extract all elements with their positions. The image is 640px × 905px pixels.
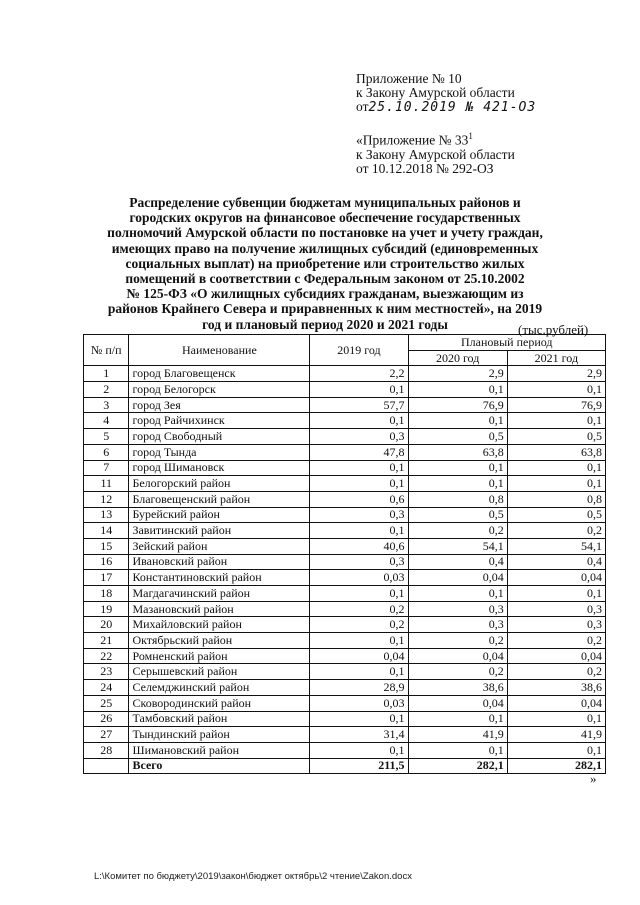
document-title <box>80 195 570 332</box>
total-label: Всего <box>129 758 310 774</box>
title-line: городских округов на финансовое обеспечение государственных <box>129 210 521 226</box>
row-2020: 0,1 <box>408 460 507 476</box>
row-2021: 0,1 <box>507 711 605 727</box>
row-name: город Зея <box>129 397 310 413</box>
row-2021: 0,1 <box>507 742 605 758</box>
title-line: год и плановый период 2020 и 2021 годы <box>202 316 448 332</box>
row-2020: 0,5 <box>408 429 507 445</box>
row-2021: 0,04 <box>507 648 605 664</box>
row-2020: 0,3 <box>408 601 507 617</box>
table-row <box>84 742 606 758</box>
row-number: 13 <box>84 507 129 523</box>
row-number: 15 <box>84 538 129 554</box>
date-prefix: от <box>356 99 369 114</box>
row-name: Благовещенский район <box>129 491 310 507</box>
row-2020: 41,9 <box>408 727 507 743</box>
row-2019: 0,2 <box>310 617 408 633</box>
row-2019: 0,1 <box>310 476 408 492</box>
row-number: 16 <box>84 554 129 570</box>
table-row <box>84 617 606 633</box>
title-line: имеющих право на получение жилищных субсидий (единовременных <box>111 240 539 256</box>
table-total-row <box>84 758 606 774</box>
row-name: город Белогорск <box>129 382 310 398</box>
row-2019: 0,03 <box>310 695 408 711</box>
row-2021: 0,2 <box>507 523 605 539</box>
table-row <box>84 586 606 602</box>
row-name: Ромненский район <box>129 648 310 664</box>
table-row <box>84 429 606 445</box>
row-name: Тындинский район <box>129 727 310 743</box>
row-2020: 2,9 <box>408 366 507 382</box>
row-2020: 0,4 <box>408 554 507 570</box>
row-2019: 0,2 <box>310 601 408 617</box>
row-2019: 0,3 <box>310 554 408 570</box>
row-number: 17 <box>84 570 129 586</box>
row-name: город Благовещенск <box>129 366 310 382</box>
row-2019: 0,1 <box>310 586 408 602</box>
row-name: Завитинский район <box>129 523 310 539</box>
row-number: 7 <box>84 460 129 476</box>
row-number: 4 <box>84 413 129 429</box>
row-2021: 38,6 <box>507 680 605 696</box>
row-2020: 0,2 <box>408 664 507 680</box>
table-header-row <box>84 335 606 351</box>
row-name: Бурейский район <box>129 507 310 523</box>
row-name: Серышевский район <box>129 664 310 680</box>
row-2019: 0,03 <box>310 570 408 586</box>
previous-law-reference: к Закону Амурской области <box>356 146 515 162</box>
row-2021: 41,9 <box>507 727 605 743</box>
row-2020: 0,1 <box>408 711 507 727</box>
table-row <box>84 727 606 743</box>
row-2019: 2,2 <box>310 366 408 382</box>
row-name: Тамбовский район <box>129 711 310 727</box>
row-name: город Шимановск <box>129 460 310 476</box>
previous-appendix <box>356 129 536 148</box>
row-2019: 0,6 <box>310 491 408 507</box>
row-name: город Райчихинск <box>129 413 310 429</box>
header-2020: 2020 год <box>408 350 507 366</box>
table-row <box>84 664 606 680</box>
row-2021: 63,8 <box>507 444 605 460</box>
row-2021: 0,4 <box>507 554 605 570</box>
row-2019: 0,1 <box>310 633 408 649</box>
row-number: 24 <box>84 680 129 696</box>
row-2020: 0,1 <box>408 586 507 602</box>
row-2021: 0,3 <box>507 601 605 617</box>
handwritten-date-line <box>356 100 536 115</box>
table-row <box>84 491 606 507</box>
row-2021: 0,3 <box>507 617 605 633</box>
row-number: 11 <box>84 476 129 492</box>
row-number: 22 <box>84 648 129 664</box>
table-row <box>84 695 606 711</box>
row-number: 23 <box>84 664 129 680</box>
row-2020: 0,2 <box>408 633 507 649</box>
row-2019: 47,8 <box>310 444 408 460</box>
row-2020: 0,1 <box>408 413 507 429</box>
title-line: социальных выплат) на приобретение или строительство жилых <box>125 255 525 271</box>
row-2020: 38,6 <box>408 680 507 696</box>
table-row <box>84 538 606 554</box>
row-name: город Тында <box>129 444 310 460</box>
row-2021: 0,2 <box>507 633 605 649</box>
row-2020: 0,3 <box>408 617 507 633</box>
title-line: помещений в соответствии с Федеральным законом от 25.10.2002 <box>125 271 525 287</box>
row-2020: 76,9 <box>408 397 507 413</box>
total-2021: 282,1 <box>507 758 605 774</box>
row-name: Мазановский район <box>129 601 310 617</box>
previous-appendix-number: «Приложение № 33 <box>356 132 469 148</box>
law-reference: к Закону Амурской области <box>356 85 515 100</box>
header-number: № п/п <box>84 335 129 366</box>
appendix-header <box>356 72 536 176</box>
row-2019: 0,3 <box>310 429 408 445</box>
title-line: Распределение субвенции бюджетам муниципальных районов и <box>129 195 521 210</box>
total-number-empty <box>84 758 129 774</box>
table-row <box>84 507 606 523</box>
row-2021: 0,1 <box>507 460 605 476</box>
row-name: Магдагачинский район <box>129 586 310 602</box>
row-2020: 0,04 <box>408 648 507 664</box>
row-2019: 0,3 <box>310 507 408 523</box>
row-2020: 0,8 <box>408 491 507 507</box>
row-2020: 54,1 <box>408 538 507 554</box>
row-2021: 54,1 <box>507 538 605 554</box>
row-2019: 0,1 <box>310 382 408 398</box>
row-name: Белогорский район <box>129 476 310 492</box>
row-2021: 0,04 <box>507 570 605 586</box>
previous-appendix-superscript: 1 <box>468 131 473 141</box>
row-2019: 0,1 <box>310 523 408 539</box>
table-row <box>84 366 606 382</box>
row-2019: 0,1 <box>310 413 408 429</box>
row-number: 5 <box>84 429 129 445</box>
table-row <box>84 680 606 696</box>
row-2020: 0,2 <box>408 523 507 539</box>
row-2020: 0,1 <box>408 382 507 398</box>
title-line: районов Крайнего Севера и приравненных к ним местностей», на 2019 <box>107 301 543 317</box>
row-2021: 0,2 <box>507 664 605 680</box>
title-line: № 125-ФЗ «О жилищных субсидиях гражданам, выезжающим из <box>126 286 524 302</box>
header-2021: 2021 год <box>507 350 605 366</box>
row-number: 14 <box>84 523 129 539</box>
subsidy-table <box>83 334 606 774</box>
file-path-footer: L:\Комитет по бюджету\2019\закон\бюджет октябрь\2 чтение\Zakon.docx <box>94 871 412 882</box>
row-2020: 0,5 <box>408 507 507 523</box>
row-2020: 0,04 <box>408 695 507 711</box>
header-plan-period: Плановый период <box>408 335 605 351</box>
row-2020: 0,1 <box>408 476 507 492</box>
table-row <box>84 523 606 539</box>
table-row <box>84 382 606 398</box>
table-row <box>84 633 606 649</box>
row-name: Зейский район <box>129 538 310 554</box>
row-2019: 40,6 <box>310 538 408 554</box>
row-number: 25 <box>84 695 129 711</box>
handwritten-date: 25.10.2019 № 421-ОЗ <box>368 100 537 115</box>
row-2021: 0,1 <box>507 586 605 602</box>
row-2021: 2,9 <box>507 366 605 382</box>
previous-law-date: от 10.12.2018 № 292-ОЗ <box>356 160 494 176</box>
row-2021: 0,1 <box>507 382 605 398</box>
table-row <box>84 444 606 460</box>
row-name: Октябрьский район <box>129 633 310 649</box>
row-name: Селемджинский район <box>129 680 310 696</box>
row-2019: 0,1 <box>310 460 408 476</box>
row-2019: 28,9 <box>310 680 408 696</box>
row-number: 6 <box>84 444 129 460</box>
row-name: Михайловский район <box>129 617 310 633</box>
table-row <box>84 413 606 429</box>
row-number: 26 <box>84 711 129 727</box>
header-2019: 2019 год <box>310 335 408 366</box>
row-2019: 0,1 <box>310 742 408 758</box>
row-number: 2 <box>84 382 129 398</box>
row-2020: 0,04 <box>408 570 507 586</box>
closing-quote: » <box>590 771 597 786</box>
table-row <box>84 570 606 586</box>
title-line: полномочий Амурской области по постановке на учет и учету граждан, <box>107 225 543 241</box>
row-2021: 0,1 <box>507 413 605 429</box>
table-row <box>84 601 606 617</box>
row-2021: 0,04 <box>507 695 605 711</box>
appendix-number: Приложение № 10 <box>356 71 462 86</box>
row-number: 1 <box>84 366 129 382</box>
row-2021: 0,5 <box>507 507 605 523</box>
row-2021: 76,9 <box>507 397 605 413</box>
row-name: Сковородинский район <box>129 695 310 711</box>
row-number: 27 <box>84 727 129 743</box>
unit-label: (тыс.рублей) <box>518 322 589 337</box>
row-2021: 0,8 <box>507 491 605 507</box>
row-name: город Свободный <box>129 429 310 445</box>
table-row <box>84 397 606 413</box>
row-name: Константиновский район <box>129 570 310 586</box>
row-2019: 0,1 <box>310 664 408 680</box>
row-2020: 63,8 <box>408 444 507 460</box>
table-row <box>84 711 606 727</box>
row-name: Ивановский район <box>129 554 310 570</box>
table-row <box>84 476 606 492</box>
row-2019: 0,04 <box>310 648 408 664</box>
row-number: 3 <box>84 397 129 413</box>
row-number: 21 <box>84 633 129 649</box>
row-2021: 0,1 <box>507 476 605 492</box>
row-2019: 0,1 <box>310 711 408 727</box>
row-number: 20 <box>84 617 129 633</box>
total-2020: 282,1 <box>408 758 507 774</box>
row-2019: 57,7 <box>310 397 408 413</box>
row-number: 19 <box>84 601 129 617</box>
row-2020: 0,1 <box>408 742 507 758</box>
header-name: Наименование <box>129 335 310 366</box>
table-row <box>84 554 606 570</box>
total-2019: 211,5 <box>310 758 408 774</box>
row-number: 12 <box>84 491 129 507</box>
row-number: 18 <box>84 586 129 602</box>
row-name: Шимановский район <box>129 742 310 758</box>
row-2019: 31,4 <box>310 727 408 743</box>
row-number: 28 <box>84 742 129 758</box>
table-row <box>84 460 606 476</box>
table-row <box>84 648 606 664</box>
row-2021: 0,5 <box>507 429 605 445</box>
